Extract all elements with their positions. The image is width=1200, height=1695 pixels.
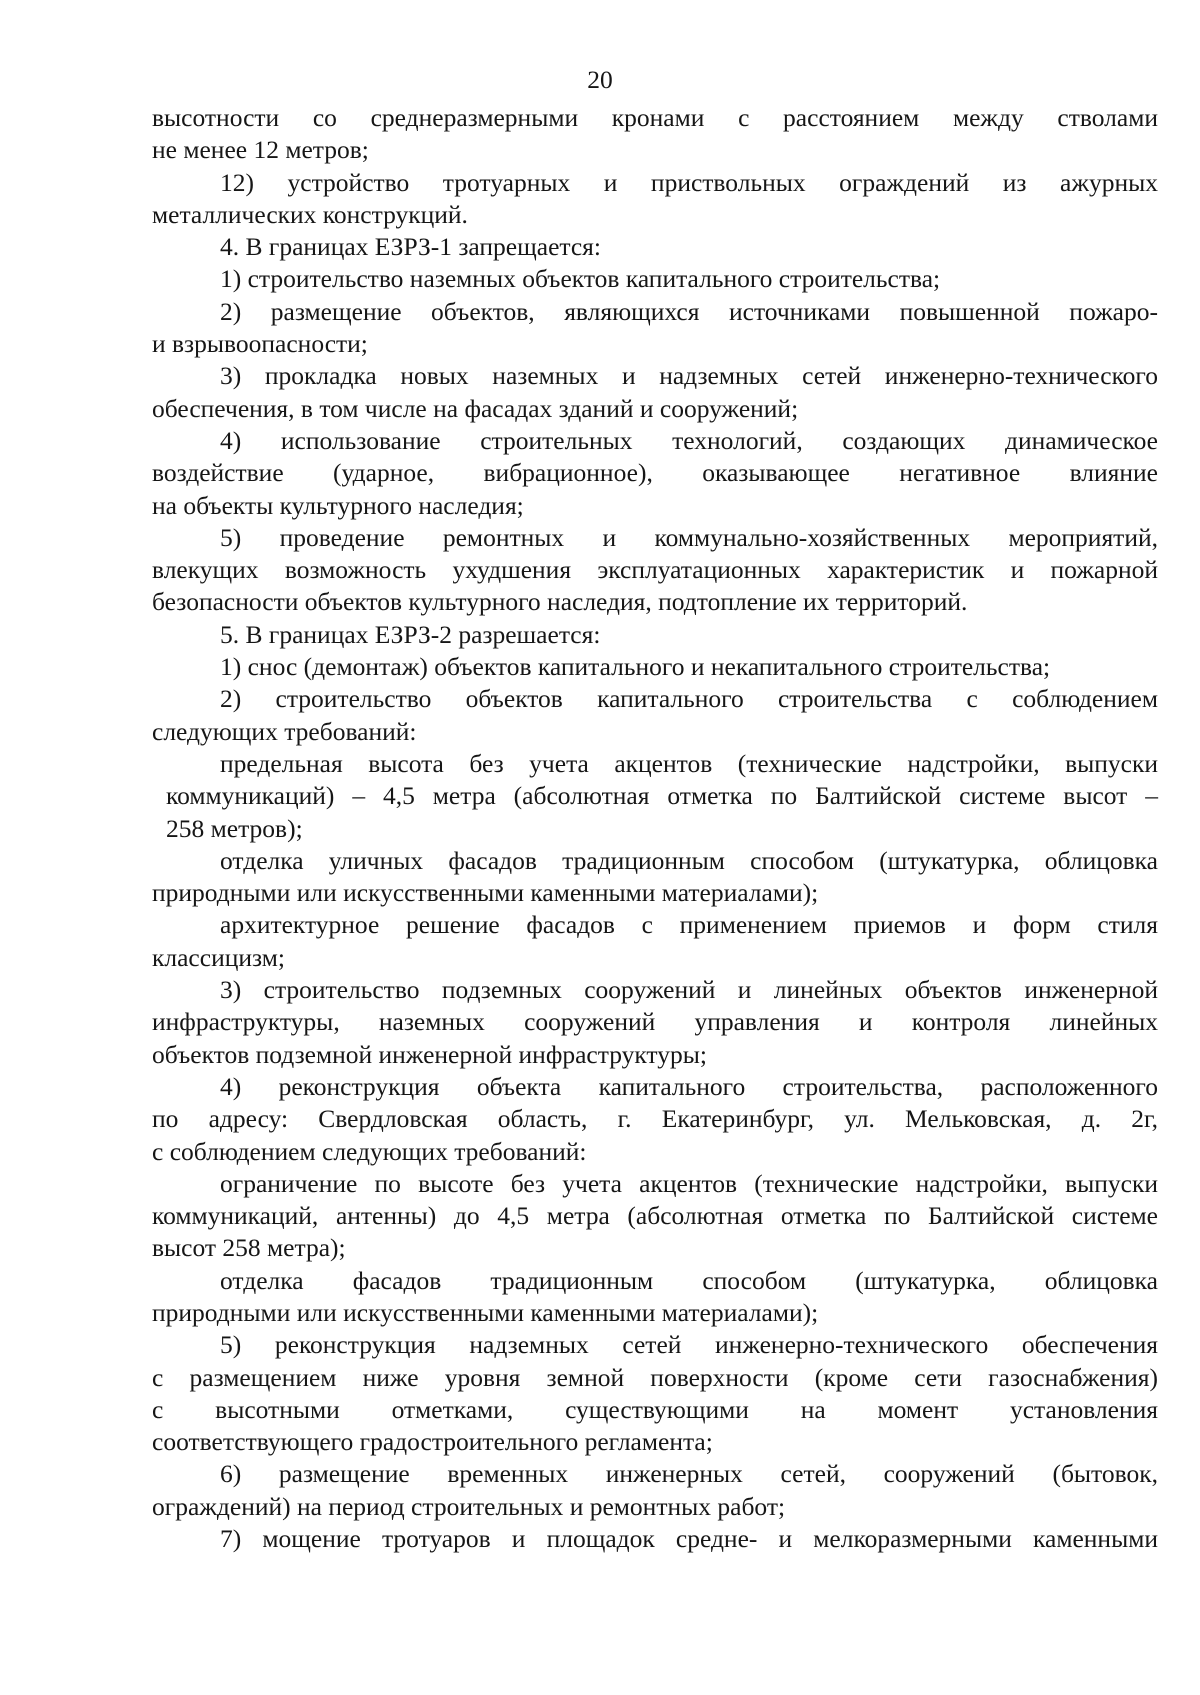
text-line: обеспечения, в том числе на фасадах зданий и сооружений; [152,393,799,423]
text-line: ограждений) на период строительных и ремонтных работ; [152,1491,786,1521]
text-line: природными или искусственными каменными материалами); [152,878,819,908]
text-line: отделка уличных фасадов традиционным способом (штукатурка, облицовка [220,845,1158,875]
text-line: природными или искусственными каменными материалами); [152,1297,819,1327]
paragraph [152,360,1158,425]
text-line: коммуникаций, антенны) до 4,5 метра (абсолютная отметка по Балтийской системе [152,1201,1158,1231]
text-line: безопасности объектов культурного наследия, подтопление их территорий. [152,587,968,617]
text-line: отделка фасадов традиционным способом (штукатурка, облицовка [220,1265,1158,1295]
text-line: 1) снос (демонтаж) объектов капитального и некапитального строительства; [220,652,1051,682]
paragraph [152,1071,1158,1168]
page-number: 20 [587,65,613,94]
paragraph [152,845,1158,910]
paragraph [152,167,1158,232]
paragraph [152,1329,1158,1458]
paragraph [152,425,1158,522]
text-line: 3) строительство подземных сооружений и линейных объектов инженерной [220,975,1158,1005]
text-line: металлических конструкций. [152,199,468,229]
text-line: следующих требований: [152,716,417,746]
paragraph [152,231,1158,263]
paragraph [152,102,1158,167]
paragraph [152,651,1158,683]
text-line: высотности со среднеразмерными кронами с расстоянием между стволами [152,103,1158,132]
text-line: не менее 12 метров; [152,135,369,165]
text-line: архитектурное решение фасадов с применением приемов и форм стиля [220,910,1158,940]
text-line: 2) размещение объектов, являющихся источниками повышенной пожаро- [220,296,1158,326]
text-line: 2) строительство объектов капитального строительства с соблюдением [220,684,1158,714]
text-line: соответствующего градостроительного регламента; [152,1427,713,1457]
text-line: 5) реконструкция надземных сетей инженерно-технического обеспечения [220,1330,1158,1360]
text-line: коммуникаций) – 4,5 метра (абсолютная отметка по Балтийской системе высот – [166,781,1158,811]
text-line: на объекты культурного наследия; [152,490,524,520]
paragraph [152,1265,1158,1330]
text-line: 258 метров); [166,813,303,843]
text-line: по адресу: Свердловская область, г. Екатеринбург, ул. Мельковская, д. 2г, [152,1104,1158,1134]
text-line: влекущих возможность ухудшения эксплуатационных характеристик и пожарной [152,555,1158,585]
text-line: классицизм; [152,942,285,972]
text-line: 5. В границах ЕЗРЗ-2 разрешается: [220,619,601,649]
paragraph [152,683,1158,748]
text-line: 4) реконструкция объекта капитального строительства, расположенного [220,1071,1158,1101]
paragraph [152,296,1158,361]
paragraph [152,263,1158,295]
text-line: 4. В границах ЕЗРЗ-1 запрещается: [220,232,601,262]
text-line: высот 258 метра); [152,1233,346,1263]
paragraph [152,909,1158,974]
paragraph [152,748,1158,845]
text-line: предельная высота без учета акцентов (технические надстройки, выпуски [220,748,1158,778]
paragraph [152,619,1158,651]
text-line: 3) прокладка новых наземных и надземных сетей инженерно-технического [220,361,1158,391]
text-line: с размещением ниже уровня земной поверхности (кроме сети газоснабжения) [152,1362,1158,1392]
text-line: с соблюдением следующих требований: [152,1136,587,1166]
text-line: воздействие (ударное, вибрационное), оказывающее негативное влияние [152,458,1158,488]
paragraph [152,522,1158,619]
text-line: ограничение по высоте без учета акцентов (технические надстройки, выпуски [220,1168,1158,1198]
text-line: 5) проведение ремонтных и коммунально-хозяйственных мероприятий, [220,522,1158,552]
text-line: 4) использование строительных технологий, создающих динамическое [220,425,1158,455]
paragraph [152,974,1158,1071]
text-line: инфраструктуры, наземных сооружений управления и контроля линейных [152,1007,1158,1037]
text-line: объектов подземной инженерной инфраструктуры; [152,1039,707,1069]
text-line: 12) устройство тротуарных и приствольных ограждений из ажурных [220,167,1158,197]
paragraph [152,1523,1158,1555]
paragraph [152,1168,1158,1265]
text-line: 7) мощение тротуаров и площадок средне- и мелкоразмерными каменными [220,1524,1158,1554]
paragraph [152,1458,1158,1523]
text-line: с высотными отметками, существующими на момент установления [152,1394,1158,1424]
document-body [152,102,1158,1555]
text-line: 1) строительство наземных объектов капитального строительства; [220,264,941,294]
text-line: 6) размещение временных инженерных сетей, сооружений (бытовок, [220,1459,1158,1489]
text-line: и взрывоопасности; [152,329,368,359]
